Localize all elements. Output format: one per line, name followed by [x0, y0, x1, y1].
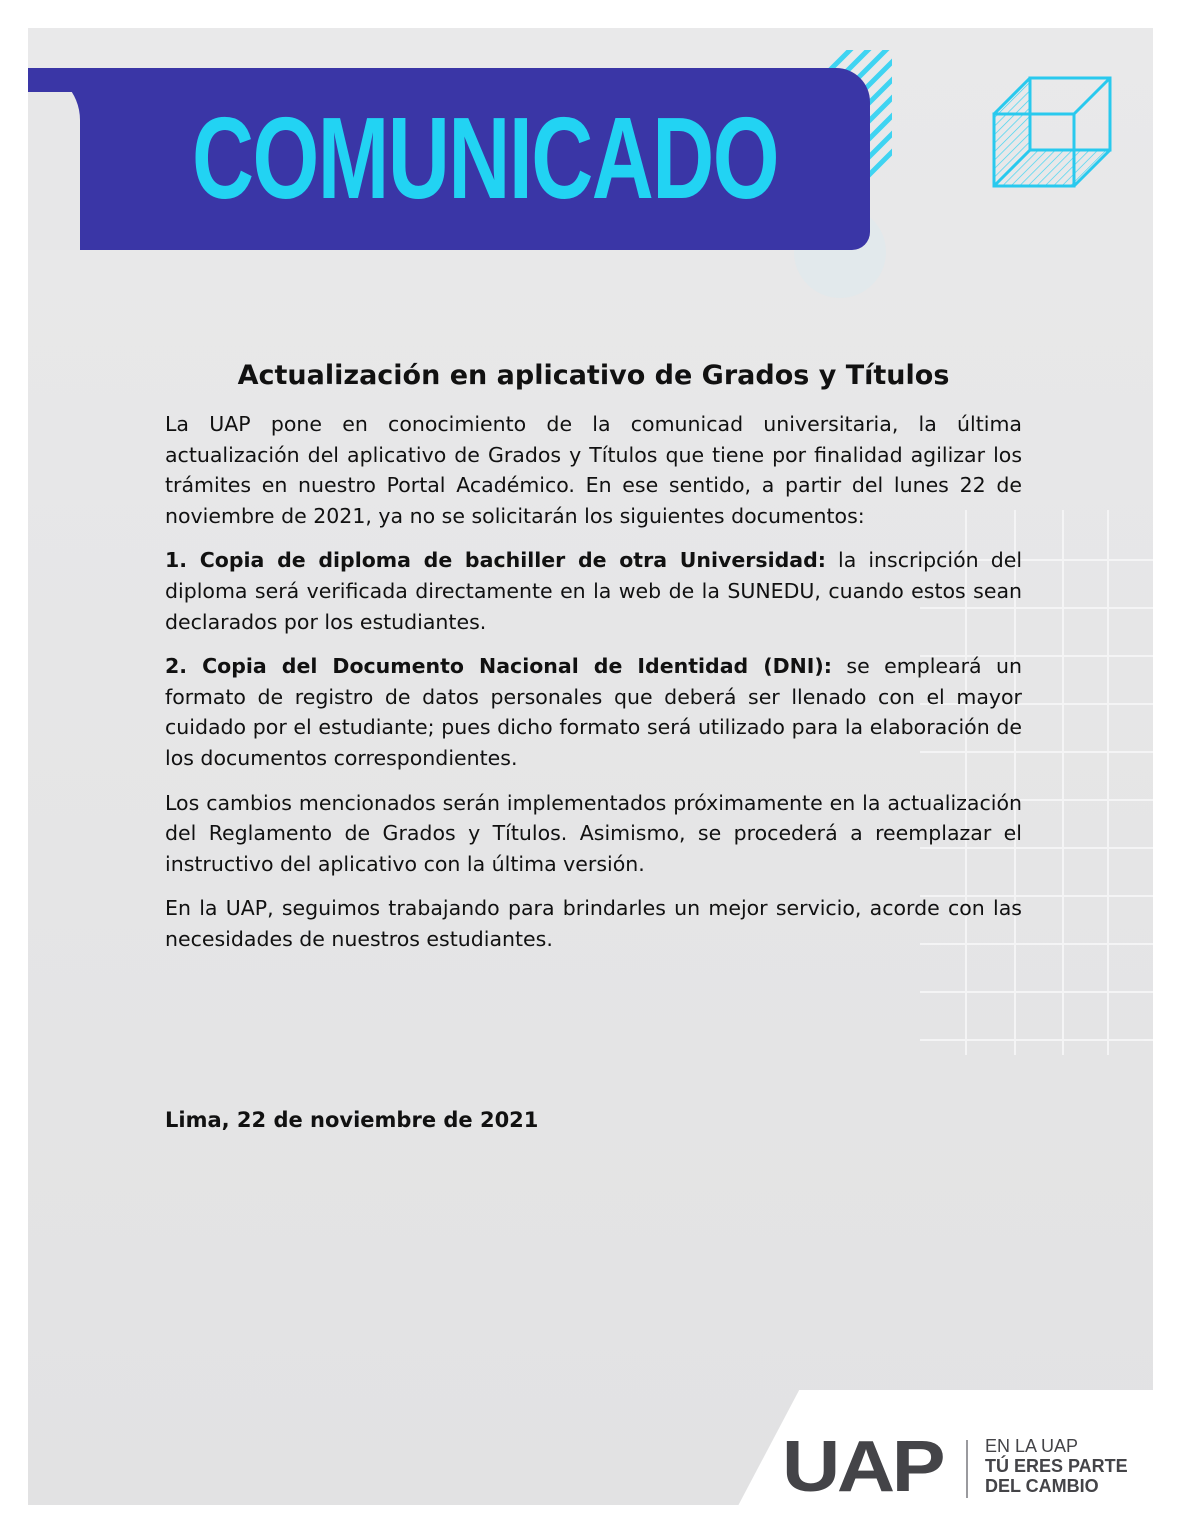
list-item-heading: 1. Copia de diploma de bachiller de otra Universidad: [165, 548, 826, 573]
list-item-text: se empleará un formato de registro de datos personales que deberá ser llenado con el mayor cuidado por el estudiante; pues dicho formato será utilizado para la elaboración de los documentos correspondientes. [165, 654, 1022, 770]
banner-notch [28, 68, 80, 250]
closing-paragraph: En la UAP, seguimos trabajando para brindarles un mejor servicio, acorde con las necesidades de nuestros estudiantes. [165, 896, 1022, 951]
banner-title: COMUNICADO [192, 93, 779, 223]
list-item [165, 545, 1022, 637]
uap-logo: UAP [782, 1427, 943, 1507]
tagline-line-2: TÚ ERES PARTE [985, 1456, 1128, 1476]
date-line: Lima, 22 de noviembre de 2021 [165, 1108, 539, 1132]
list-item [165, 651, 1022, 773]
logo-divider [966, 1440, 968, 1498]
footer-tagline [985, 1436, 1128, 1496]
document-body [165, 409, 1022, 969]
list-item-text: la inscripción del diploma será verificada directamente en la web de la SUNEDU, cuando estos sean declarados por los estudiantes. [165, 548, 1023, 634]
tagline-line-3: DEL CAMBIO [985, 1476, 1099, 1496]
list-item-heading: 2. Copia del Documento Nacional de Identidad (DNI): [165, 654, 832, 679]
tagline-line-1: EN LA UAP [985, 1436, 1079, 1456]
document-title: Actualización en aplicativo de Grados y Títulos [237, 360, 950, 391]
changes-paragraph: Los cambios mencionados serán implementados próximamente en la actualización del Reglamento de Grados y Títulos. Asimismo, se procederá a reemplazar el instructivo del aplicativo con la última versión. [165, 790, 1022, 876]
intro-paragraph: La UAP pone en conocimiento de la comunicad universitaria, la última actualización del aplicativo de Grados y Títulos que tiene por finalidad agilizar los trámites en nuestro Portal Académico. En ese sentido, a partir del lunes 22 de noviembre de 2021, ya no se solicitarán los siguientes documentos: [165, 412, 1022, 528]
